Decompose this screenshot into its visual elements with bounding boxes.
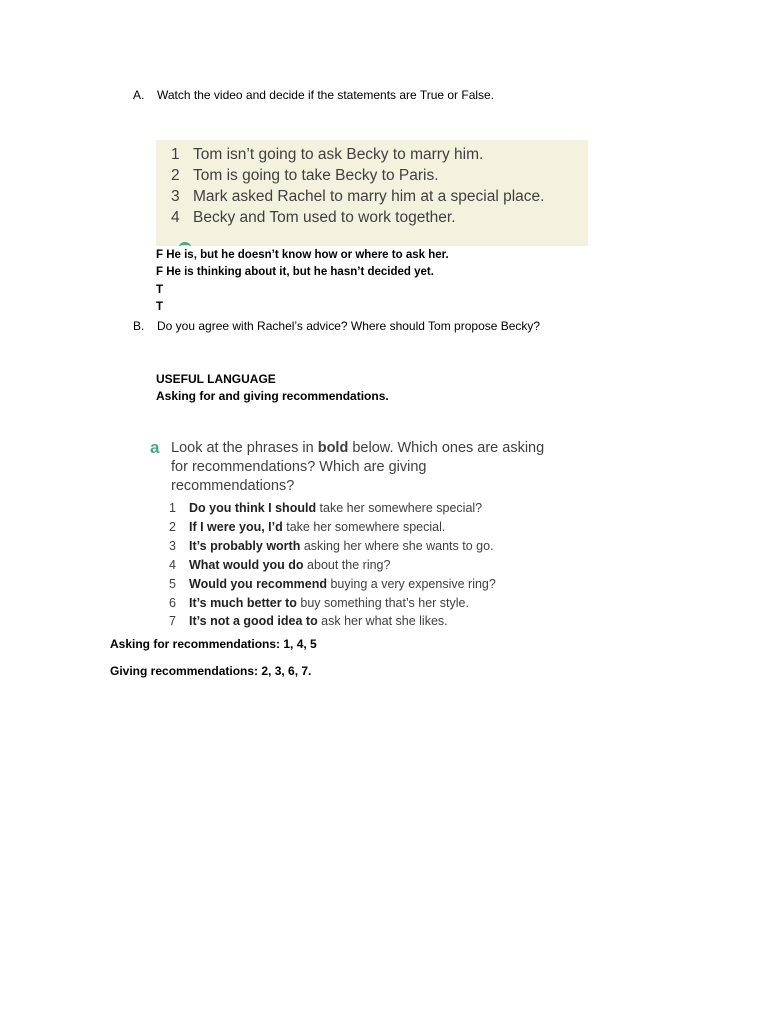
question-b xyxy=(133,319,693,335)
statements-box xyxy=(156,140,588,246)
exercise-item: 6 It’s much better to buy something that’s her style. xyxy=(169,595,469,610)
question-b-text: Do you agree with Rachel’s advice? Where should Tom propose Becky? xyxy=(157,319,541,333)
answer-4: T xyxy=(156,301,164,313)
statements-list xyxy=(171,144,544,228)
exercise-item: 4 What would you do about the ring? xyxy=(169,557,391,572)
exercise-item: 5 Would you recommend buying a very expensive ring? xyxy=(169,576,496,591)
exercise-item: 1 Do you think I should take her somewhere special? xyxy=(169,501,483,515)
question-a xyxy=(133,88,693,104)
answer-3: T xyxy=(156,284,164,296)
question-a-text: Watch the video and decide if the statements are True or False. xyxy=(157,88,495,102)
useful-language-subtitle: Asking for and giving recommendations. xyxy=(156,389,389,403)
asking-recommendations-answer: Asking for recommendations: 1, 4, 5 xyxy=(110,637,317,651)
statement-item: 3 Mark asked Rachel to marry him at a special place. xyxy=(171,188,545,205)
question-a-label: A. xyxy=(133,88,145,102)
exercise-letter: a xyxy=(150,438,160,457)
answer-2: F He is thinking about it, but he hasn’t decided yet. xyxy=(156,266,434,278)
answer-1: F He is, but he doesn’t know how or where to ask her. xyxy=(156,249,449,261)
exercise-list xyxy=(169,499,496,631)
statement-item: 1 Tom isn’t going to ask Becky to marry him. xyxy=(171,146,484,163)
statement-item: 4 Becky and Tom used to work together. xyxy=(171,209,456,226)
exercise-item: 3 It’s probably worth asking her where she wants to go. xyxy=(169,538,494,553)
exercise-box xyxy=(148,436,548,630)
exercise-item: 7 It’s not a good idea to ask her what she likes. xyxy=(169,614,448,629)
question-b-label: B. xyxy=(133,319,145,333)
exercise-item: 2 If I were you, I’d take her somewhere special. xyxy=(169,519,446,534)
useful-language-title: USEFUL LANGUAGE xyxy=(156,372,276,386)
exercise-instruction: Look at the phrases in bold below. Which ones are asking for recommendations? Which are giving recommendations? xyxy=(171,440,545,494)
giving-recommendations-answer: Giving recommendations: 2, 3, 6, 7. xyxy=(110,664,312,678)
statement-item: 2 Tom is going to take Becky to Paris. xyxy=(171,167,439,184)
